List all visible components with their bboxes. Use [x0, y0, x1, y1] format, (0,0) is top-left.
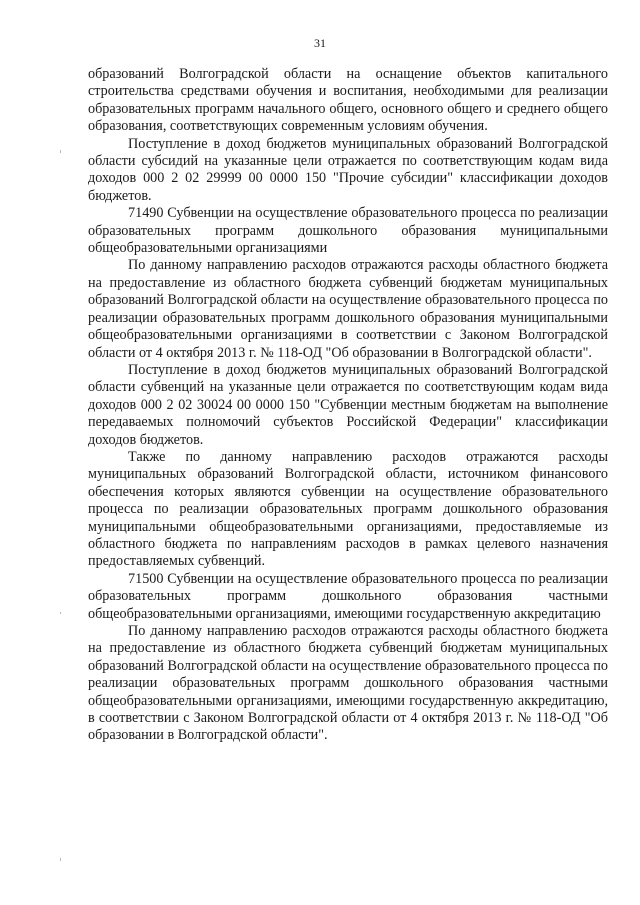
- paragraph-income-subventions: Поступление в доход бюджетов муниципальных образований Волгоградской области субвенций на указанные цели отражается по соответствующим кодам вида доходов 000 2 02 30024 00 0000 150 "Субвенции местным бюджетам на выполнение передаваемых полномочий субъектов Российской Федерации" классификации доходов бюджетов.: [88, 361, 608, 448]
- scan-edge-mark: [60, 150, 61, 153]
- paragraph-income-subsidies: Поступление в доход бюджетов муниципальных образований Волгоградской области субсидий на указанные цели отражается по соответствующим кодам вида доходов 000 2 02 29999 00 0000 150 "Прочие субсидии" классификации доходов бюджетов.: [88, 135, 608, 204]
- page-number: 31: [314, 36, 326, 50]
- heading-71490: 71490 Субвенции на осуществление образовательного процесса по реализации образовательных программ дошкольного образования муниципальными общеобразовательными организациями: [88, 205, 608, 257]
- paragraph-71500-description: По данному направлению расходов отражаются расходы областного бюджета на предоставление из областного бюджета субвенций бюджетам муниципальных образований Волгоградской области на осуществление образовательного процесса по реализации образовательных программ дошкольного образования частными общеобразовательными организациями, имеющими государственную аккредитацию, в соответствии с Законом Волгоградской области от 4 октября 2013 г. № 118-ОД "Об образовании в Волгоградской области".: [88, 623, 608, 744]
- paragraph-municipal-expenses: Также по данному направлению расходов отражаются расходы муниципальных образований Волгоградской области, источником финансового обеспечения которых являются субвенции на осуществление образовательного процесса по реализации образовательных программ дошкольного образования муниципальными общеобразовательными организациями, предоставляемые из областного бюджета по направлениям расходов в рамках целевого назначения предоставляемых субвенций.: [88, 448, 608, 570]
- document-body: [88, 66, 608, 745]
- paragraph-continuation: образований Волгоградской области на оснащение объектов капитального строительства средствами обучения и воспитания, необходимыми для реализации образовательных программ начального общего, основного общего и среднего общего образования, соответствующих современным условиям обучения.: [88, 66, 608, 135]
- paragraph-71490-description: По данному направлению расходов отражаются расходы областного бюджета на предоставление из областного бюджета субвенций бюджетам муниципальных образований Волгоградской области на осуществление образовательного процесса по реализации образовательных программ дошкольного образования муниципальными общеобразовательными организациями в соответствии с Законом Волгоградской области от 4 октября 2013 г. № 118-ОД "Об образовании в Волгоградской области".: [88, 257, 608, 361]
- scan-edge-mark: [60, 858, 61, 861]
- scan-edge-mark: [60, 612, 61, 614]
- heading-71500: 71500 Субвенции на осуществление образовательного процесса по реализации образовательных программ дошкольного образования частными общеобразовательными организациями, имеющими государственную аккредитацию: [88, 570, 608, 622]
